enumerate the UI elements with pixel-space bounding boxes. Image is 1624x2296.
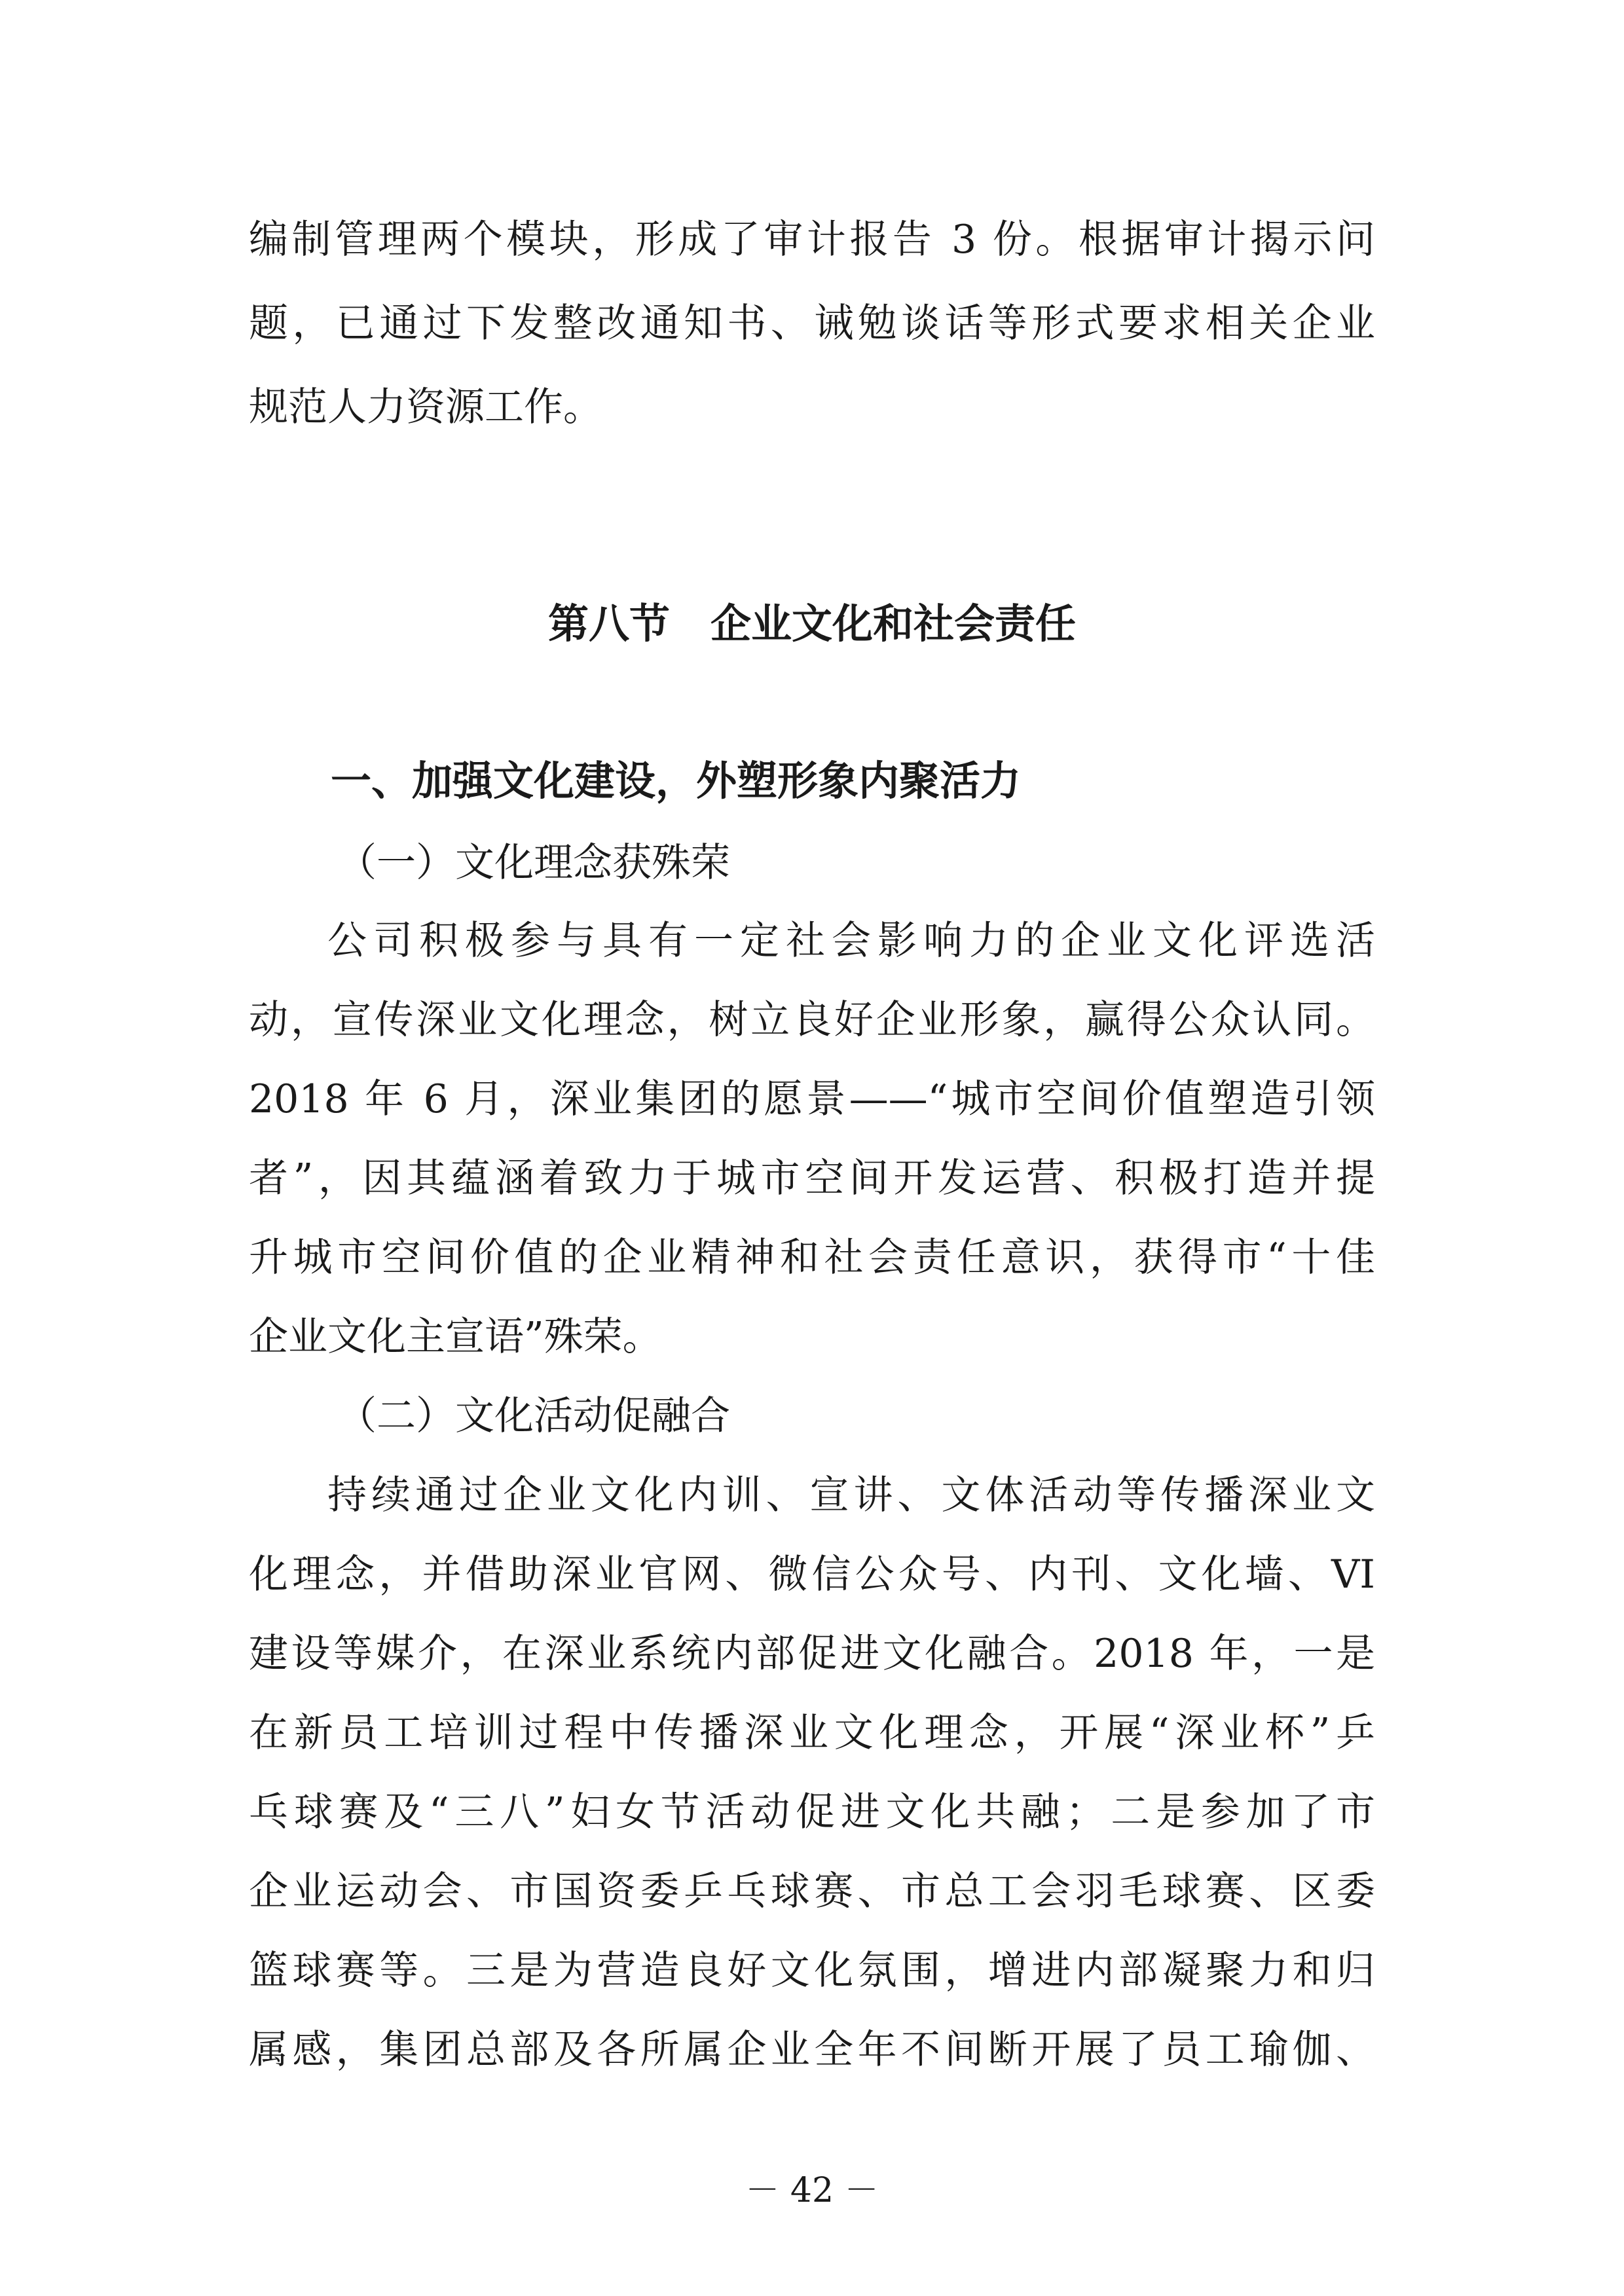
paragraph-line: 编制管理两个模块，形成了审计报告 3 份。根据审计揭示问 [249, 217, 1375, 263]
subheading-1: （一）文化理念获殊荣 [337, 840, 730, 886]
paragraph-line: 公司积极参与具有一定社会影响力的企业文化评选活 [327, 918, 1375, 964]
paragraph-line: 2018 年 6 月，深业集团的愿景——“城市空间价值塑造引领 [249, 1076, 1375, 1122]
paragraph-line: 建设等媒介，在深业系统内部促进文化融合。2018 年，一是 [249, 1631, 1375, 1677]
paragraph-line: 动，宣传深业文化理念，树立良好企业形象，赢得公众认同。 [249, 997, 1375, 1043]
paragraph-line: 持续通过企业文化内训、宣讲、文体活动等传播深业文 [327, 1472, 1375, 1518]
paragraph-line: 篮球赛等。三是为营造良好文化氛围，增进内部凝聚力和归 [249, 1948, 1375, 1994]
paragraph-line: 规范人力资源工作。 [249, 384, 602, 430]
page-number: － 42 － [745, 2171, 879, 2210]
section-title: 第八节 企业文化和社会责任 [547, 600, 1076, 647]
heading-part-1: 一、加强文化建设，外塑形象内聚活力 [331, 757, 1022, 805]
paragraph-line: 乓球赛及“三八”妇女节活动促进文化共融；二是参加了市 [249, 1789, 1375, 1835]
paragraph-line: 企业运动会、市国资委乒乓球赛、市总工会羽毛球赛、区委 [249, 1868, 1375, 1914]
paragraph-line: 属感，集团总部及各所属企业全年不间断开展了员工瑜伽、 [249, 2027, 1375, 2073]
paragraph-line: 升城市空间价值的企业精神和社会责任意识，获得市“十佳 [249, 1235, 1375, 1281]
paragraph-line: 化理念，并借助深业官网、微信公众号、内刊、文化墙、VI [249, 1552, 1375, 1597]
paragraph-line: 在新员工培训过程中传播深业文化理念，开展“深业杯”乒 [249, 1710, 1375, 1756]
subheading-2: （二）文化活动促融合 [337, 1393, 730, 1439]
paragraph-line: 者”，因其蕴涵着致力于城市空间开发运营、积极打造并提 [249, 1156, 1375, 1201]
paragraph-line: 题，已通过下发整改通知书、诫勉谈话等形式要求相关企业 [249, 301, 1375, 346]
paragraph-line: 企业文化主宣语”殊荣。 [249, 1314, 662, 1360]
